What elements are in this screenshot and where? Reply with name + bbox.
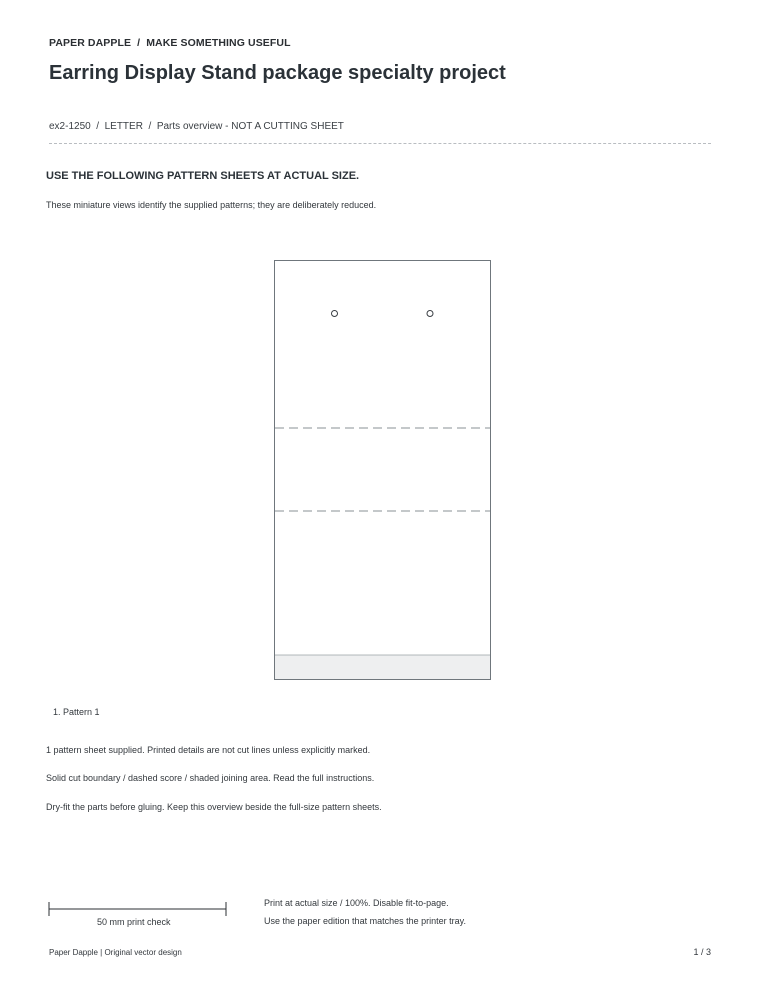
section-intro: These miniature views identify the supplied patterns; they are deliberately reduced. [46,200,377,210]
section-heading: USE THE FOLLOWING PATTERN SHEETS AT ACTUAL SIZE. [46,170,360,182]
document-meta: ex2-1250 / LETTER / Parts overview - NOT A CUTTING SHEET [49,121,344,132]
scale-bar-label: 50 mm print check [97,917,171,927]
pattern-1-thumbnail [274,260,491,680]
page-title: Earring Display Stand package specialty project [49,62,506,84]
brand-line: PAPER DAPPLE / MAKE SOMETHING USEFUL [49,37,291,49]
cut-boundary [275,261,491,680]
earring-hole-right [427,311,433,317]
note-sheet-count: 1 pattern sheet supplied. Printed details are not cut lines unless explicitly marked. [46,745,371,755]
glue-tab-area [275,655,491,680]
earring-hole-left [332,311,338,317]
footer-credit: Paper Dapple | Original vector design [49,948,182,957]
page-number: 1 / 3 [693,947,711,957]
scale-bar [47,900,228,918]
note-line-legend: Solid cut boundary / dashed score / shaded joining area. Read the full instructions. [46,773,375,783]
header-divider [49,143,711,144]
print-instruction-2: Use the paper edition that matches the printer tray. [264,916,466,926]
note-dry-fit: Dry-fit the parts before gluing. Keep this overview beside the full-size pattern sheets. [46,802,382,812]
pattern-caption: 1. Pattern 1 [53,707,100,717]
print-instruction-1: Print at actual size / 100%. Disable fit-to-page. [264,898,449,908]
